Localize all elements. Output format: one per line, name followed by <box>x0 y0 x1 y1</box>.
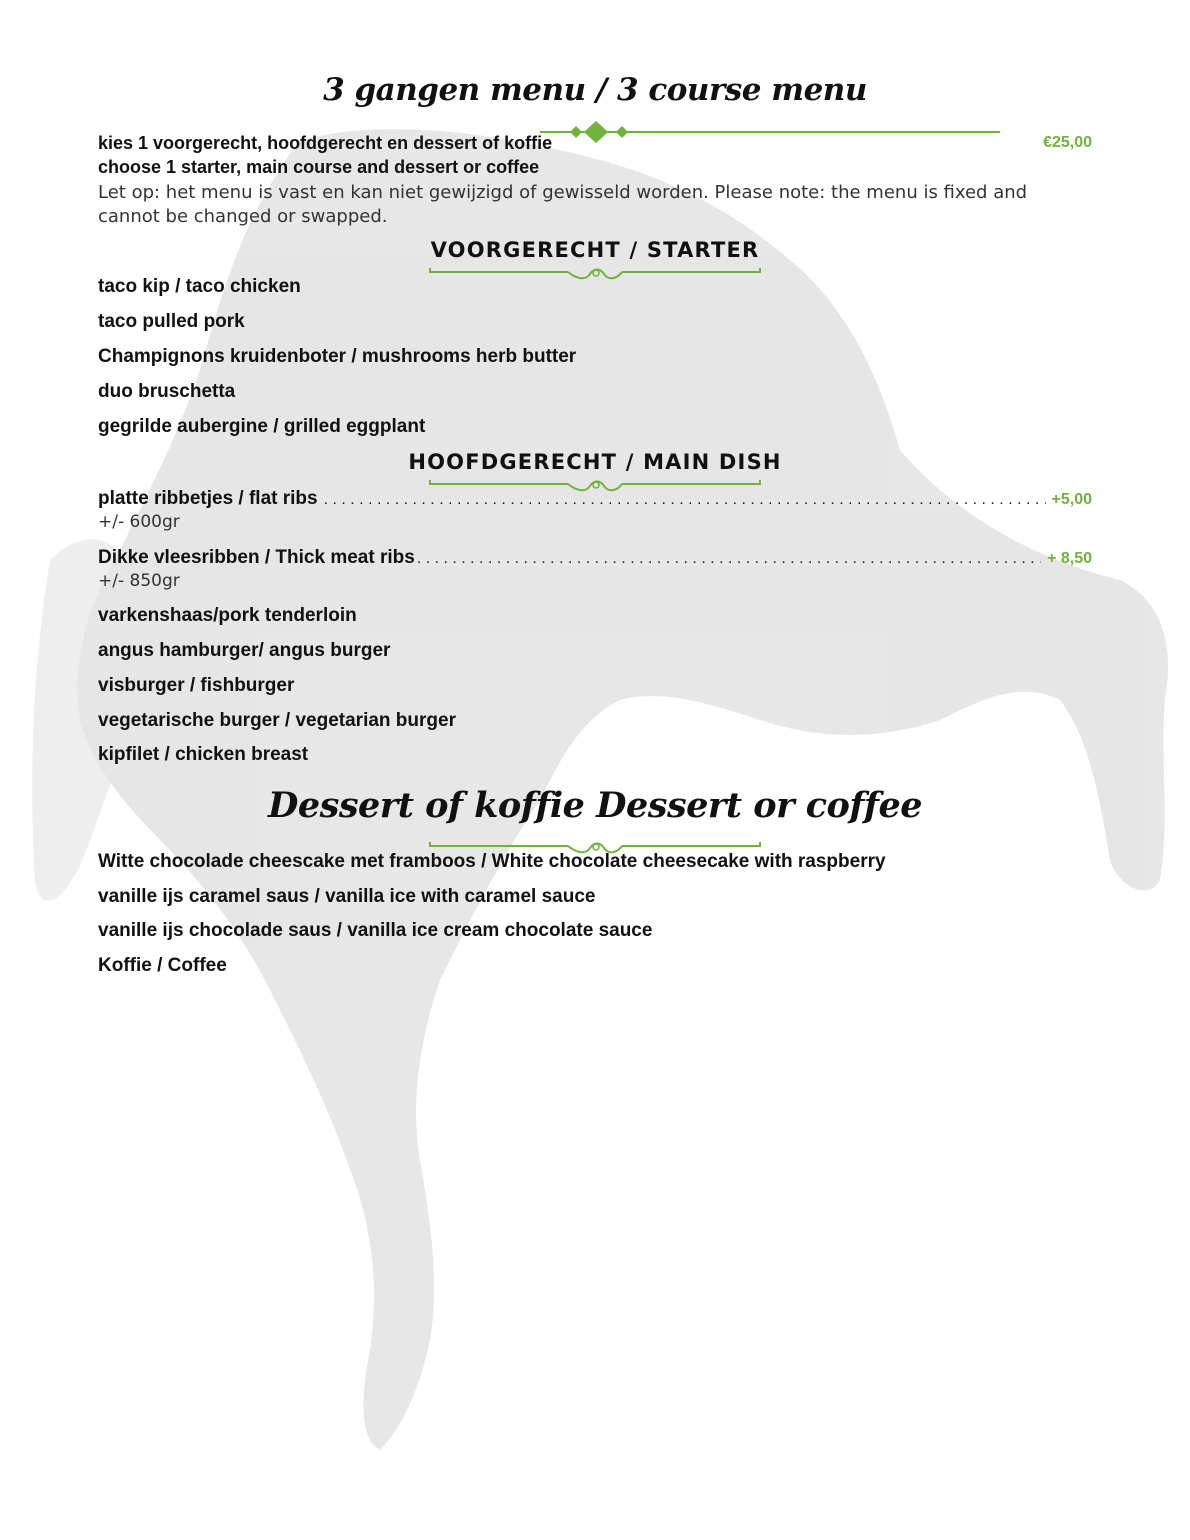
dot-leader <box>324 491 1046 509</box>
dessert-item: Witte chocolade cheescake met framboos / White chocolate cheesecake with raspberry <box>98 851 886 872</box>
intro-line-dutch: kies 1 voorgerecht, hoofdgerecht en dessert of koffie <box>98 133 553 153</box>
starter-item: taco pulled pork <box>98 311 245 332</box>
main-item: kipfilet / chicken breast <box>98 744 309 765</box>
dessert-item: vanille ijs caramel saus / vanilla ice with caramel sauce <box>98 886 596 907</box>
menu-title: 3 gangen menu / 3 course menu <box>323 72 867 108</box>
intro-line-english: choose 1 starter, main course and dessert or coffee <box>98 157 540 177</box>
main-item-name: Dikke vleesribben / Thick meat ribs <box>98 547 415 568</box>
main-item-weight: +/- 600gr <box>98 512 180 532</box>
main-priced-item <box>98 488 1092 510</box>
main-item-surcharge: + 8,50 <box>1047 550 1092 567</box>
starter-item: gegrilde aubergine / grilled eggplant <box>98 416 426 437</box>
starter-item: taco kip / taco chicken <box>98 276 301 297</box>
scroll-divider-ornament <box>428 264 762 284</box>
section-title-starters: VOORGERECHT / STARTER <box>430 238 760 262</box>
main-item-surcharge: +5,00 <box>1051 491 1092 508</box>
starter-item: duo bruschetta <box>98 381 236 402</box>
main-item: vegetarische burger / vegetarian burger <box>98 710 456 731</box>
diamond-divider-ornament <box>540 120 1010 144</box>
starter-item: Champignons kruidenboter / mushrooms herb butter <box>98 346 577 367</box>
main-item: visburger / fishburger <box>98 675 295 696</box>
section-title-mains: HOOFDGERECHT / MAIN DISH <box>408 450 782 474</box>
main-priced-item <box>98 547 1092 569</box>
menu-price: €25,00 <box>1043 134 1092 151</box>
dessert-item: vanille ijs chocolade saus / vanilla ice cream chocolate sauce <box>98 920 653 941</box>
main-item-name: platte ribbetjes / flat ribs <box>98 488 318 509</box>
main-item: varkenshaas/pork tenderloin <box>98 605 357 626</box>
intro-note: Let op: het menu is vast en kan niet gewijzigd of gewisseld worden. Please note: the menu is fixed and cannot be changed or swapped. <box>98 182 1028 227</box>
section-title-desserts: Dessert of koffie Dessert or coffee <box>268 785 922 826</box>
dessert-item: Koffie / Coffee <box>98 955 227 976</box>
dot-leader <box>417 550 1041 568</box>
main-item: angus hamburger/ angus burger <box>98 640 391 661</box>
main-item-weight: +/- 850gr <box>98 571 180 591</box>
